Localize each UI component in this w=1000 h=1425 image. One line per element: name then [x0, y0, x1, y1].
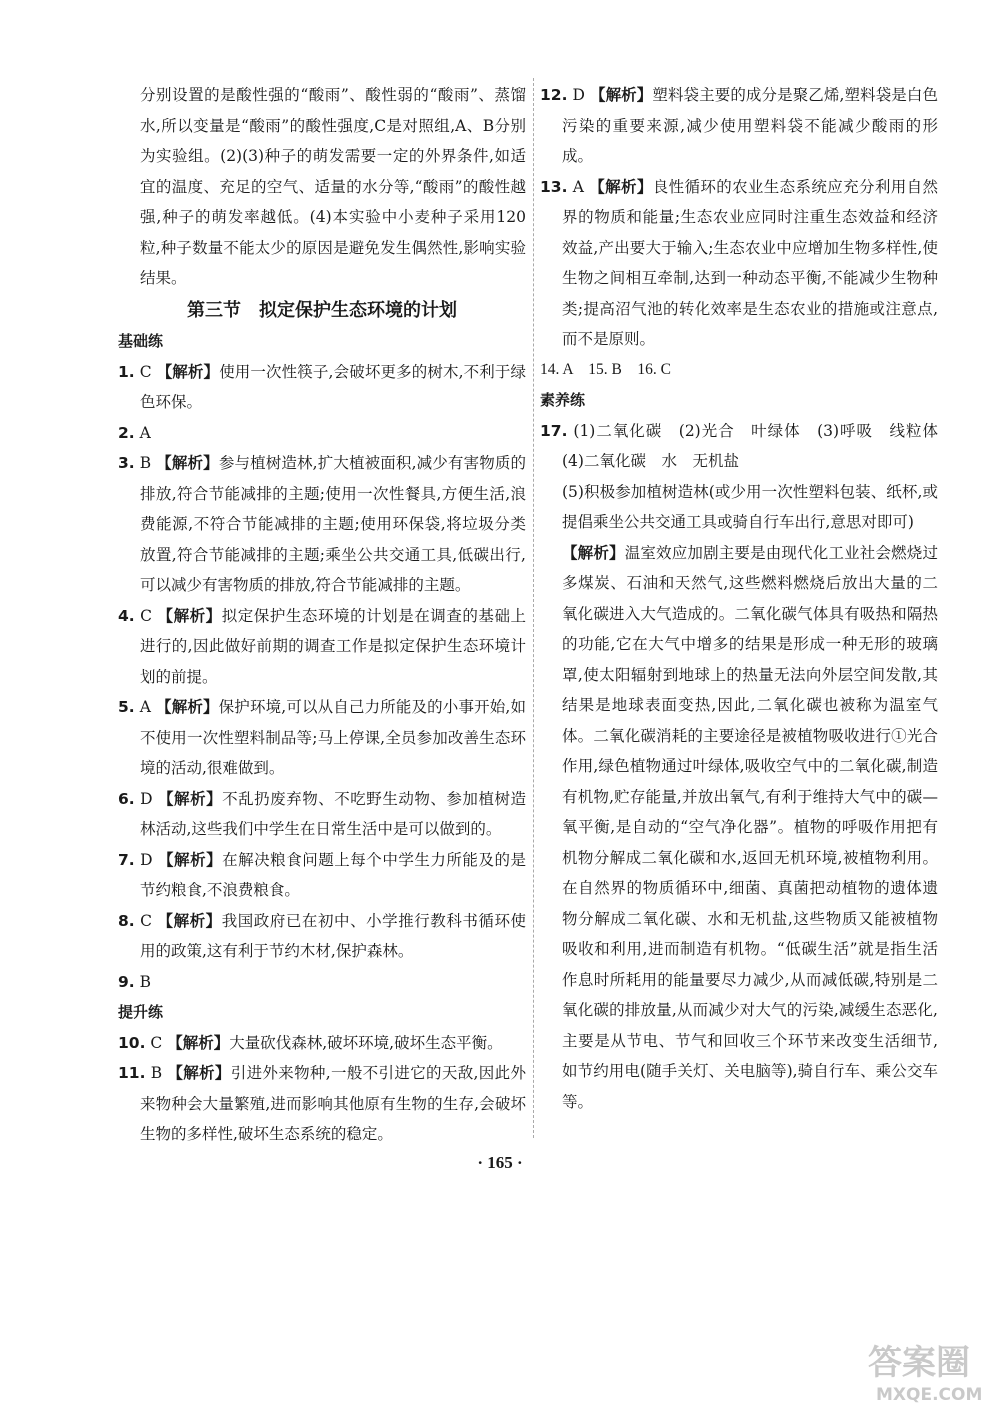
answer-item — [118, 692, 526, 784]
improve-practice-label: 提升练 — [118, 1003, 164, 1021]
svg-text:MXQE.COM: MXQE.COM — [876, 1385, 982, 1405]
item-number: 13. — [540, 177, 568, 196]
answer-letter: D — [140, 789, 153, 808]
analysis-tag: 【解析】 — [589, 86, 653, 104]
column-divider — [533, 78, 534, 1138]
analysis-text: 使用一次性筷子,会破坏更多的树木,不利于绿色环保。 — [140, 362, 526, 411]
item-number: 2. — [118, 423, 135, 442]
answer-item — [540, 172, 938, 355]
literacy-practice-label: 素养练 — [540, 391, 586, 409]
section-title: 第三节 拟定保护生态环境的计划 — [187, 299, 457, 321]
item-number: 3. — [118, 454, 135, 472]
answer-letter: C — [150, 1033, 163, 1052]
analysis-text: 参与植树造林,扩大植被面积,减少有害物质的排放,符合节能减排的主题;使用一次性餐具,方便生活,浪费能源,不符合节能减排的主题;使用环保袋,将垃圾分类放置,符合节能减排的主题;乘坐公共交通工具,低碳出行,可以减少有害物质的排放,符合节能减排的主题。 — [140, 454, 526, 594]
analysis-text: 引进外来物种,一般不引进它的天敌,因此外来物种会大量繁殖,进而影响其他原有生物的生存,会破坏生物的多样性,破坏生态系统的稳定。 — [140, 1064, 526, 1143]
answer-letter: D — [572, 86, 585, 104]
analysis-text: 大量砍伐森林,破坏环境,破坏生态平衡。 — [229, 1033, 503, 1052]
q17-answer-part2: (5)积极参加植树造林(或少用一次性塑料包装、纸杯,或提倡乘坐公共交通工具或骑自行车出行,意思对即可) — [562, 482, 938, 531]
item-number: 10. — [118, 1033, 146, 1052]
answer-item — [118, 967, 526, 998]
analysis-tag: 【解析】 — [589, 177, 653, 196]
watermark-logo — [862, 1330, 982, 1408]
answer-item — [118, 357, 526, 418]
item-number: 11. — [118, 1064, 146, 1082]
item-number: 5. — [118, 698, 135, 716]
analysis-tag: 【解析】 — [167, 1064, 231, 1082]
answer-item — [118, 784, 526, 845]
left-column — [118, 80, 526, 1150]
answer-line-14-16: 14. A 15. B 16. C — [540, 360, 671, 378]
analysis-text: 保护环境,可以从自己力所能及的小事开始,如不使用一次性塑料制品等;马上停课,全员参加改善生态环境的活动,很难做到。 — [140, 698, 526, 777]
item-number: 6. — [118, 789, 135, 808]
analysis-text: 塑料袋主要的成分是聚乙烯,塑料袋是白色污染的重要来源,减少使用塑料袋不能减少酸雨的形成。 — [562, 86, 938, 165]
item-number: 7. — [118, 850, 135, 869]
analysis-text: 在解决粮食问题上每个中学生力所能及的是节约粮食,不浪费粮食。 — [140, 850, 526, 899]
right-answer-list — [540, 80, 938, 355]
item-number: 8. — [118, 911, 135, 930]
analysis-tag: 【解析】 — [156, 698, 219, 716]
analysis-tag: 【解析】 — [156, 454, 219, 472]
answer-letter: C — [140, 911, 153, 930]
intro-paragraph: 分别设置的是酸性强的“酸雨”、酸性弱的“酸雨”、蒸馏水,所以变量是“酸雨”的酸性强度,C是对照组,A、B分别为实验组。(2)(3)种子的萌发需要一定的外界条件,如适宜的温度、充足的空气、适量的水分等,“酸雨”的酸性越强,种子的萌发率越低。(4)本实验中小麦种子采用120粒,种子数量不能太少的原因是避免发生偶然性,影响实验结果。 — [140, 86, 526, 287]
analysis-tag: 【解析】 — [562, 543, 625, 562]
q17-answer-part1: (1)二氧化碳 (2)光合 叶绿体 (3)呼吸 线粒体 (4)二氧化碳 水 无机盐 — [562, 421, 954, 470]
analysis-text: 不乱扔废弃物、不吃野生动物、参加植树造林活动,这些我们中学生在日常生活中是可以做到的。 — [140, 789, 526, 838]
answer-letter: B — [139, 972, 152, 991]
answer-item — [118, 448, 526, 601]
answer-letter: B — [150, 1064, 163, 1082]
answer-item-17 — [540, 416, 954, 477]
right-column — [540, 80, 954, 1117]
q17-analysis-text: 温室效应加剧主要是由现代化工业社会燃烧过多煤炭、石油和天然气,这些燃料燃烧后放出大量的二氧化碳进入大气造成的。二氧化碳气体具有吸热和隔热的功能,它在大气中增多的结果是形成一种无形的玻璃罩,使太阳辐射到地球上的热量无法向外层空间发散,其结果是地球表面变热,因此,二氧化碳也被称为温室气体。二氧化碳消耗的主要途径是被植物吸收进行①光合作用,绿色植物通过叶绿体,吸收空气中的二氧化碳,制造有机物,贮存能量,并放出氧气,有利于维持大气中的碳—氧平衡,是自动的“空气净化器”。植物的呼吸作用把有机物分解成二氧化碳和水,返回无机环境,被植物利用。在自然界的物质循环中,细菌、真菌把动植物的遗体遗物分解成二氧化碳、水和无机盐,这些物质又能被植物吸收和利用,进而制造有机物。“低碳生活”就是指生活作息时所耗用的能量要尽力减少,从而减低碳,特别是二氧化碳的排放量,从而减少对大气的污染,减缓生态恶化,主要是从节电、节气和回收三个环节来改变生活细节,如节约用电(随手关灯、关电脑等),骑自行车、乘公交车等。 — [562, 543, 938, 1111]
analysis-tag: 【解析】 — [157, 911, 222, 930]
item-number: 12. — [540, 86, 568, 104]
item-number: 17. — [540, 421, 568, 440]
answer-letter: C — [140, 606, 153, 625]
basic-practice-label: 基础练 — [118, 332, 164, 350]
item-number: 4. — [118, 606, 135, 625]
page-number: · 165 · — [477, 1153, 523, 1172]
answer-item — [540, 80, 938, 172]
analysis-text: 拟定保护生态环境的计划是在调查的基础上进行的,因此做好前期的调查工作是拟定保护生态环境计划的前提。 — [140, 606, 526, 686]
answer-letter: B — [139, 454, 152, 472]
answer-letter: A — [572, 177, 584, 196]
item-number: 1. — [118, 362, 135, 381]
answer-item — [118, 1058, 526, 1150]
answer-letter: A — [139, 698, 151, 716]
answer-letter: A — [139, 423, 151, 442]
analysis-text: 良性循环的农业生态系统应充分利用自然界的物质和能量;生态农业应同时注重生态效益和经济效益,产出要大于输入;生态农业中应增加生物多样性,使生物之间相互牵制,达到一种动态平衡,不能减少生物种类;提高沼气池的转化效率是生态农业的措施或注意点,而不是原则。 — [562, 177, 938, 348]
basic-answer-list — [118, 357, 526, 998]
answer-item — [118, 845, 526, 906]
q17-analysis — [540, 538, 938, 1118]
improve-answer-list — [118, 1028, 526, 1150]
answer-letter: D — [140, 850, 153, 869]
answer-item — [118, 601, 526, 693]
item-number: 9. — [118, 972, 135, 991]
answer-item — [118, 906, 526, 967]
analysis-tag: 【解析】 — [156, 362, 220, 381]
analysis-tag: 【解析】 — [157, 606, 222, 625]
answer-item — [118, 1028, 526, 1059]
analysis-tag: 【解析】 — [167, 1033, 230, 1052]
analysis-tag: 【解析】 — [158, 789, 223, 808]
analysis-tag: 【解析】 — [158, 850, 223, 869]
analysis-text: 我国政府已在初中、小学推行教科书循环使用的政策,这有利于节约木材,保护森林。 — [140, 911, 526, 960]
svg-text:答案圈: 答案圈 — [868, 1343, 970, 1383]
answer-letter: C — [139, 362, 152, 381]
answer-item — [118, 418, 526, 449]
